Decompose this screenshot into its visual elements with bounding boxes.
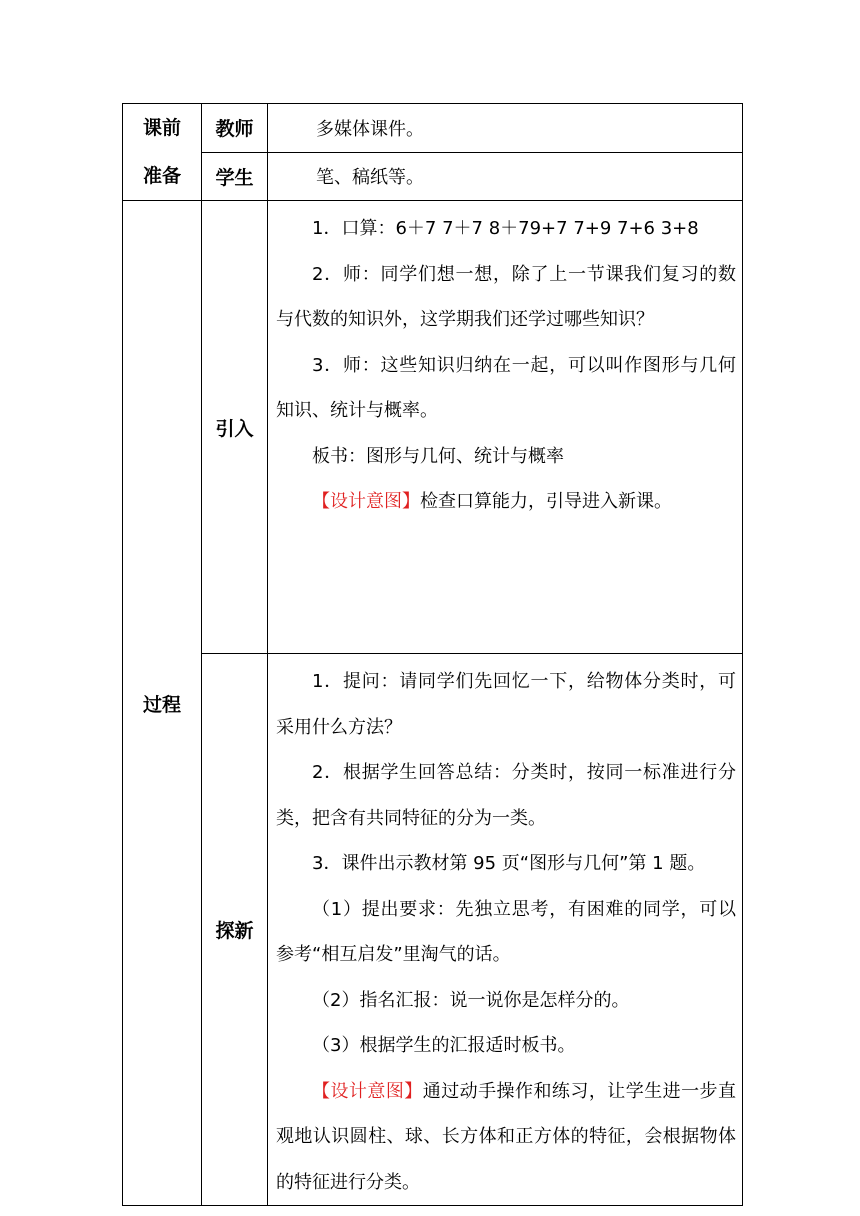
teacher-content: 多媒体课件。 — [268, 104, 743, 153]
explore-paragraph-5: （2）指名汇报：说一说你是怎样分的。 — [312, 989, 630, 1011]
intro-content — [268, 201, 743, 654]
prep-label-line2: 准备 — [142, 165, 181, 187]
explore-row — [123, 654, 743, 1206]
intro-paragraph-3: 3．师：这些知识归纳在一起，可以叫作图形与几何知识、统计与概率。 — [276, 354, 736, 421]
intro-design-tag: 【设计意图】 — [312, 491, 420, 512]
intro-design-intent — [276, 479, 736, 525]
explore-design-text: 通过动手操作和练习，让学生进一步直观地认识圆柱、球、长方体和正方体的特征，会根据物体的特征进行分类。 — [276, 1080, 737, 1193]
student-label: 学生 — [202, 152, 268, 201]
explore-label: 探新 — [202, 654, 268, 1206]
prep-teacher-row — [123, 104, 743, 153]
prep-student-row — [123, 152, 743, 201]
prep-section-label — [123, 104, 202, 201]
intro-design-text: 检查口算能力，引导进入新课。 — [420, 491, 672, 512]
explore-paragraph-1: 1．提问：请同学们先回忆一下，给物体分类时，可采用什么方法？ — [276, 671, 736, 738]
explore-paragraph-2: 2．根据学生回答总结：分类时，按同一标准进行分类，把含有共同特征的分为一类。 — [276, 762, 736, 829]
explore-paragraph-4: （1）提出要求：先独立思考，有困难的同学，可以参考“相互启发”里淘气的话。 — [276, 898, 736, 965]
intro-paragraph-2: 2．师：同学们想一想，除了上一节课我们复习的数与代数的知识外，这学期我们还学过哪些知识？ — [276, 263, 736, 330]
explore-design-intent — [276, 1069, 736, 1206]
explore-paragraph-3: 3．课件出示教材第 95 页“图形与几何”第 1 题。 — [312, 853, 706, 874]
explore-design-tag: 【设计意图】 — [312, 1080, 423, 1102]
student-content: 笔、稿纸等。 — [268, 152, 743, 201]
intro-paragraph-1: 1．口算：6＋7 7＋7 8＋79+7 7+9 7+6 3+8 — [312, 218, 699, 239]
explore-paragraph-6: （3）根据学生的汇报适时板书。 — [312, 1035, 576, 1056]
intro-paragraph-4: 板书：图形与几何、统计与概率 — [312, 445, 564, 467]
lesson-plan-table — [122, 103, 743, 1206]
intro-row — [123, 201, 743, 654]
intro-label: 引入 — [202, 201, 268, 654]
prep-label-line1: 课前 — [142, 117, 181, 139]
explore-content — [268, 654, 743, 1206]
teacher-label: 教师 — [202, 104, 268, 153]
process-section-label: 过程 — [123, 201, 202, 1206]
